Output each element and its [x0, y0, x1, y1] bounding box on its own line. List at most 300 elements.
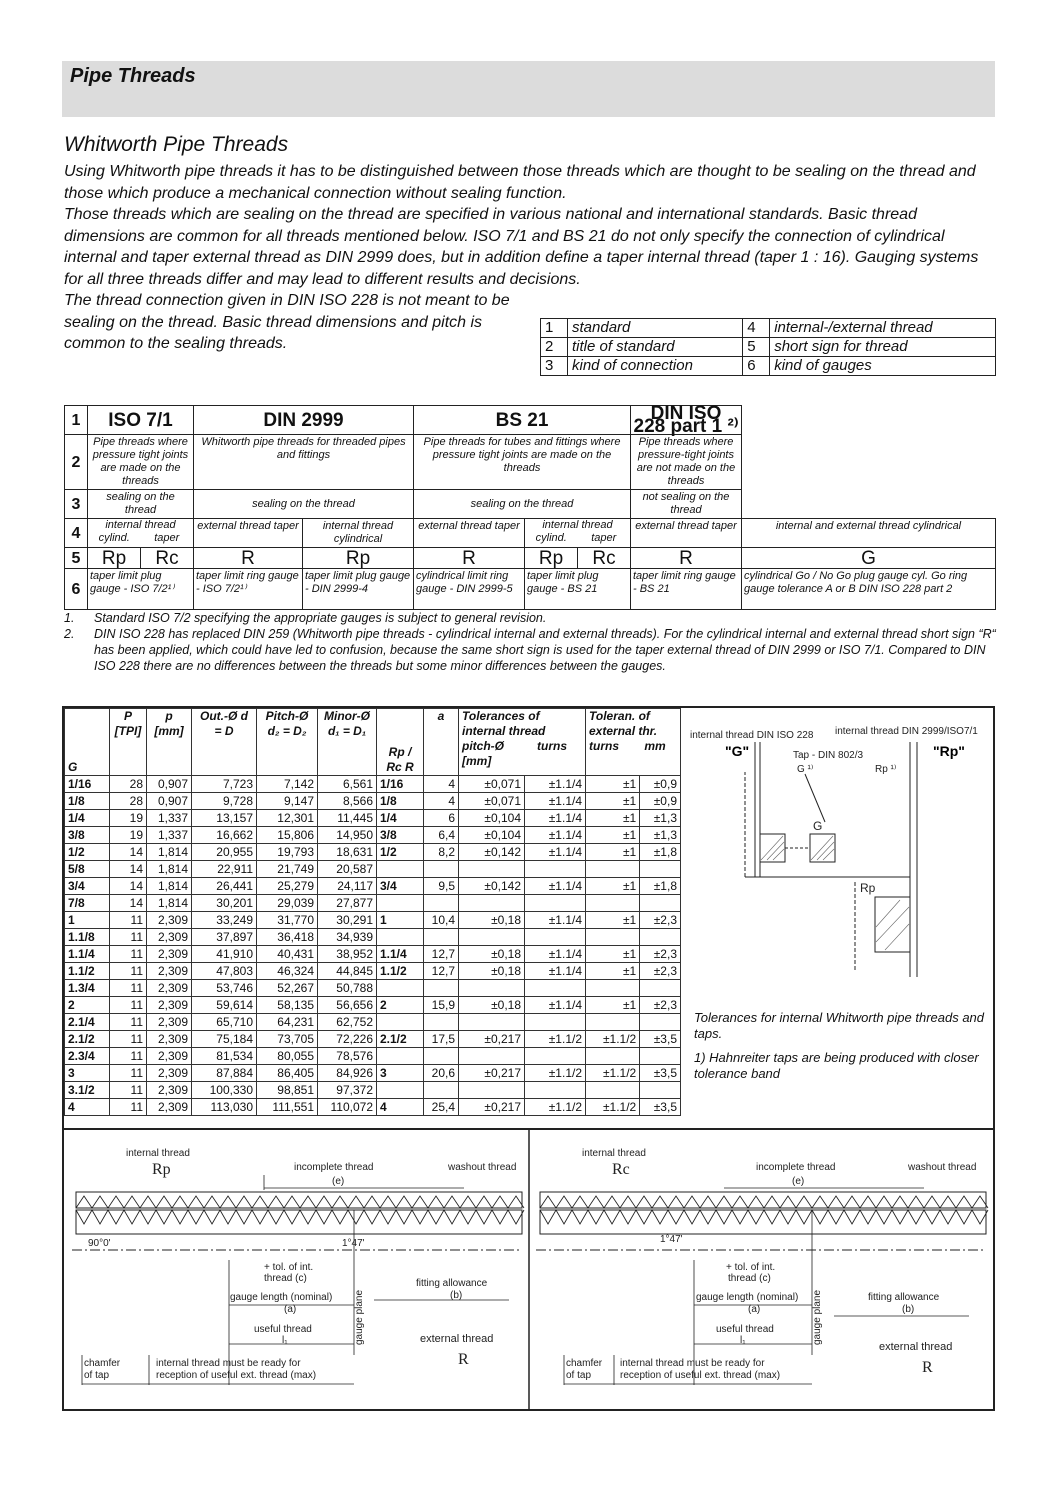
table-cell: [424, 861, 459, 878]
table-cell: 19,793: [257, 844, 318, 861]
thread-diagram-rp: [72, 1148, 524, 1385]
table-cell: ±2,3: [640, 946, 681, 963]
diagram-label-right: internal thread DIN 2999/ISO7/1: [835, 726, 978, 737]
table-cell: 2,309: [147, 1082, 192, 1099]
table-cell: [377, 1014, 424, 1031]
table-cell: 1/2: [377, 844, 424, 861]
table-cell: [377, 861, 424, 878]
gauge-din2999-plug: taper limit plug gauge - DIN 2999-4: [303, 569, 414, 610]
table-cell: [459, 1014, 525, 1031]
label-chamfer: chamfer: [566, 1358, 603, 1369]
page-title: Pipe Threads: [70, 65, 196, 87]
table-cell: 33,249: [192, 912, 257, 929]
standards-table: [64, 405, 996, 610]
table-cell: 8,2: [424, 844, 459, 861]
gauge-bs21-ring: taper limit ring gauge - BS 21: [631, 569, 742, 610]
table-cell: ±1,3: [640, 827, 681, 844]
table-cell: 2: [377, 997, 424, 1014]
table-row: [65, 997, 681, 1014]
table-cell: 30,291: [318, 912, 377, 929]
legend-text: kind of gauges: [770, 357, 996, 376]
table-cell: [459, 895, 525, 912]
table-cell: 31,770: [257, 912, 318, 929]
standard-din-iso-228: DIN ISO 228 part 1 ²⁾: [631, 406, 742, 435]
footnote-number: 2.: [64, 627, 75, 641]
label-a: (a): [284, 1304, 297, 1315]
table-cell: 20,955: [192, 844, 257, 861]
table-cell: 12,7: [424, 946, 459, 963]
table-cell: ±1.1/2: [586, 1065, 640, 1082]
table-cell: ±1: [586, 963, 640, 980]
thread-diagrams-svg: [64, 1130, 993, 1411]
legend-text: internal-/external thread: [770, 319, 996, 338]
label-tol: + tol. of int.: [726, 1262, 776, 1273]
table-cell: 84,926: [318, 1065, 377, 1082]
table-row: [65, 861, 681, 878]
thread-kind-bs21-int: [525, 519, 631, 548]
table-cell: 1.3/4: [65, 980, 110, 997]
table-cell: ±1.1/4: [525, 776, 586, 793]
table-cell: 1/2: [65, 844, 110, 861]
table-cell: [525, 1082, 586, 1099]
table-cell: 2,309: [147, 1048, 192, 1065]
dimensions-body: [65, 776, 681, 1116]
table-cell: 2: [65, 997, 110, 1014]
col-minor-diameter: Minor-Ø d₁ = D₁: [318, 709, 377, 776]
table-cell: 2,309: [147, 1014, 192, 1031]
standards-row-6: [65, 569, 996, 610]
table-cell: 1,337: [147, 810, 192, 827]
table-cell: 30,201: [192, 895, 257, 912]
table-cell: ±1.1/2: [586, 1099, 640, 1116]
label-external-thread: external thread: [879, 1341, 953, 1353]
tol-turns-label: turns: [537, 739, 567, 753]
thread-profile: [540, 1210, 988, 1224]
table-cell: ±1,3: [640, 810, 681, 827]
row-number: 5: [65, 548, 88, 569]
table-cell: 41,910: [192, 946, 257, 963]
label-useful: useful thread: [716, 1324, 774, 1335]
table-cell: ±1: [586, 776, 640, 793]
table-cell: 9,5: [424, 878, 459, 895]
table-cell: ±1,8: [640, 844, 681, 861]
label-r: R: [458, 1351, 469, 1368]
legend-num: 4: [743, 319, 770, 338]
table-cell: 12,7: [424, 963, 459, 980]
intro-paragraph-2: Those threads which are sealing on the thread are specified in various national and international standards. Basic thread dimensions are common for all threads mentioned below. ISO 7/1 and BS 21 do not only specify the connection of cylindrical internal and taper external thread as DIN 2999 does, but in addition define a taper internal thread (taper 1 : 16). Gauging systems for all three threads differ and may lead to different results and decisions.: [64, 206, 979, 288]
table-cell: 11: [110, 929, 147, 946]
title-iso71: Pipe threads where pressure tight joints are made on the threads: [88, 435, 194, 490]
table-cell: ±1: [586, 810, 640, 827]
label-angle-147: 1°47': [342, 1238, 365, 1249]
table-cell: 9,147: [257, 793, 318, 810]
table-cell: 4: [65, 1099, 110, 1116]
table-cell: [459, 980, 525, 997]
label-ready-2: reception of useful ext. thread (max): [156, 1370, 317, 1381]
table-cell: 6,561: [318, 776, 377, 793]
table-cell: 75,184: [192, 1031, 257, 1048]
table-cell: 86,405: [257, 1065, 318, 1082]
table-cell: [525, 980, 586, 997]
table-cell: 36,418: [257, 929, 318, 946]
row-number: 1: [65, 406, 88, 435]
table-cell: [525, 1048, 586, 1065]
table-cell: ±1.1/4: [525, 912, 586, 929]
table-cell: ±0,142: [459, 878, 525, 895]
taper-label: taper: [591, 532, 617, 544]
table-cell: 1,814: [147, 895, 192, 912]
label-fitting: fitting allowance: [416, 1278, 488, 1289]
table-cell: 1/8: [377, 793, 424, 810]
table-cell: 2,309: [147, 1099, 192, 1116]
table-cell: [424, 1082, 459, 1099]
table-row: [65, 1031, 681, 1048]
table-cell: 59,614: [192, 997, 257, 1014]
footnote-number: 1.: [64, 611, 75, 625]
sign-bs21-rc: Rc: [578, 548, 631, 569]
table-cell: 2,309: [147, 963, 192, 980]
table-cell: ±1.1/4: [525, 997, 586, 1014]
table-cell: 14: [110, 844, 147, 861]
table-cell: ±1.1/2: [586, 1031, 640, 1048]
table-cell: 1: [377, 912, 424, 929]
table-cell: 2,309: [147, 1065, 192, 1082]
table-cell: 113,030: [192, 1099, 257, 1116]
table-cell: 25,4: [424, 1099, 459, 1116]
intro-text: [64, 161, 999, 290]
table-cell: 3: [65, 1065, 110, 1082]
table-cell: ±1: [586, 946, 640, 963]
table-cell: ±2,3: [640, 997, 681, 1014]
table-cell: 3/4: [65, 878, 110, 895]
table-row: [65, 776, 681, 793]
legend-table: [540, 318, 996, 376]
thread-diagram-rc: [536, 1148, 988, 1385]
standard-bs21: BS 21: [414, 406, 631, 435]
table-cell: 2,309: [147, 912, 192, 929]
table-cell: [586, 1048, 640, 1065]
table-cell: 37,897: [192, 929, 257, 946]
intro-paragraph-3: The thread connection given in DIN ISO 228 is not meant to be sealing on the thread. Basic thread dimensions and pitch is common to the sealing threads.: [64, 292, 510, 352]
caption-text: Tolerances for internal Whitworth pipe threads and taps.: [694, 1010, 985, 1041]
legend-text: title of standard: [568, 338, 743, 357]
table-cell: ±1: [586, 997, 640, 1014]
legend-num: 1: [541, 319, 568, 338]
table-cell: 5/8: [65, 861, 110, 878]
tolerance-diagram: [685, 712, 993, 1002]
diagram-g-quote: "G": [725, 743, 750, 759]
sign-bs21-r: R: [631, 548, 742, 569]
table-cell: [377, 929, 424, 946]
table-cell: 11,445: [318, 810, 377, 827]
table-cell: 22,911: [192, 861, 257, 878]
table-cell: 13,157: [192, 810, 257, 827]
table-cell: 7,142: [257, 776, 318, 793]
diagram-rp1-label: Rp ¹⁾: [875, 764, 897, 775]
table-cell: 2,309: [147, 997, 192, 1014]
gauge-din-iso-228: cylindrical Go / No Go plug gauge cyl. Go ring gauge tolerance A or B DIN ISO 228 part 2: [742, 569, 996, 610]
table-cell: 16,662: [192, 827, 257, 844]
table-cell: 62,752: [318, 1014, 377, 1031]
label-incomplete: incomplete thread: [756, 1162, 836, 1173]
table-cell: 20,587: [318, 861, 377, 878]
table-cell: ±1.1/2: [525, 1031, 586, 1048]
table-cell: 14: [110, 861, 147, 878]
label-of-tap: of tap: [84, 1370, 110, 1381]
standard-din2999: DIN 2999: [194, 406, 414, 435]
tol-internal-title: Tolerances of internal thread: [462, 709, 546, 738]
col-g: G: [65, 709, 110, 776]
label-b: (b): [902, 1304, 915, 1315]
gauge-iso71-plug: taper limit plug gauge - ISO 7/2¹⁾: [88, 569, 194, 610]
label-a: (a): [748, 1304, 761, 1315]
table-cell: ±1.1/4: [525, 844, 586, 861]
sign-din2999-r: R: [414, 548, 525, 569]
table-cell: [640, 929, 681, 946]
table-cell: 87,884: [192, 1065, 257, 1082]
table-cell: ±1: [586, 793, 640, 810]
label-gauge-plane: gauge plane: [812, 1289, 823, 1345]
table-cell: ±3,5: [640, 1065, 681, 1082]
table-cell: [586, 1014, 640, 1031]
thread-kind-iso71-ext: external thread taper: [194, 519, 303, 548]
table-cell: [377, 895, 424, 912]
table-cell: [424, 1048, 459, 1065]
label-angle-147: 1°47': [660, 1234, 683, 1245]
footnote: [64, 626, 999, 674]
table-cell: 2,309: [147, 1031, 192, 1048]
legend-row: [541, 319, 996, 338]
standard-iso71: ISO 7/1: [88, 406, 194, 435]
label-e: (e): [332, 1176, 345, 1187]
table-cell: 1,337: [147, 827, 192, 844]
dimensions-table: [64, 708, 681, 1116]
table-row: [65, 810, 681, 827]
table-cell: ±0,217: [459, 1099, 525, 1116]
table-cell: 11: [110, 997, 147, 1014]
table-cell: [424, 929, 459, 946]
table-cell: [586, 1082, 640, 1099]
table-cell: 110,072: [318, 1099, 377, 1116]
col-p-mm: p [mm]: [147, 709, 192, 776]
footnote-text: DIN ISO 228 has replaced DIN 259 (Whitworth pipe threads - cylindrical internal and external threads). For the cylindrical internal and external thread short sign “R“ has been applied, which could have led to confusion, because the same short sign is used for the taper external thread of DIN 2999 or ISO 7/1. Compared to DIN ISO 228 there are no differences between the threads but some minor differences between the gauges.: [94, 627, 996, 673]
diagram-lines: [745, 742, 917, 977]
table-cell: 3/8: [65, 827, 110, 844]
sign-iso71-r: R: [194, 548, 303, 569]
table-cell: 1.1/4: [377, 946, 424, 963]
table-cell: ±0,9: [640, 776, 681, 793]
label-ready-1: internal thread must be ready for: [156, 1358, 301, 1369]
legend-text: standard: [568, 319, 743, 338]
table-cell: 44,845: [318, 963, 377, 980]
col-p-tpi: P [TPI]: [110, 709, 147, 776]
table-cell: ±0,071: [459, 793, 525, 810]
table-cell: 2,309: [147, 929, 192, 946]
gauge-iso71-ring: taper limit ring gauge - ISO 7/2¹⁾: [194, 569, 303, 610]
label-ready-2: reception of useful ext. thread (max): [620, 1370, 781, 1381]
diagram-g-label: G: [813, 819, 823, 833]
table-cell: ±0,104: [459, 827, 525, 844]
table-cell: 1.1/4: [65, 946, 110, 963]
table-cell: 1,814: [147, 861, 192, 878]
cylind-label: cylind.: [535, 532, 567, 544]
table-cell: 11: [110, 1065, 147, 1082]
taper-label: taper: [154, 532, 180, 544]
table-cell: 28: [110, 776, 147, 793]
thread-kind-din2999-ext: external thread taper: [414, 519, 525, 548]
diagram-label-left: internal thread DIN ISO 228: [690, 730, 814, 741]
label-r: R: [922, 1359, 933, 1376]
title-din2999: Whitworth pipe threads for threaded pipes and fittings: [194, 435, 414, 490]
thread-kind-din2999-int: internal thread cylindrical: [303, 519, 414, 548]
legend-text: short sign for thread: [770, 338, 996, 357]
table-cell: 11: [110, 980, 147, 997]
row-number: 3: [65, 490, 88, 519]
legend-num: 2: [541, 338, 568, 357]
standards-row-2: [65, 435, 996, 490]
table-cell: 2,309: [147, 980, 192, 997]
table-cell: [640, 1014, 681, 1031]
table-cell: 6: [424, 810, 459, 827]
sign-bs21-rp: Rp: [525, 548, 578, 569]
table-cell: 15,806: [257, 827, 318, 844]
diagram-rp-label: Rp: [860, 881, 876, 895]
table-cell: [377, 1082, 424, 1099]
table-cell: ±1: [586, 878, 640, 895]
table-cell: 27,877: [318, 895, 377, 912]
table-cell: 80,055: [257, 1048, 318, 1065]
standards-row-1: [65, 406, 996, 435]
table-cell: ±0,18: [459, 912, 525, 929]
table-row: [65, 1014, 681, 1031]
footnotes: [64, 610, 999, 674]
table-cell: 2.1/4: [65, 1014, 110, 1031]
table-cell: 11: [110, 1082, 147, 1099]
label-useful: useful thread: [254, 1324, 312, 1335]
page-header: [62, 61, 995, 117]
table-cell: [459, 929, 525, 946]
table-cell: ±2,3: [640, 912, 681, 929]
table-cell: [640, 1082, 681, 1099]
table-row: [65, 878, 681, 895]
diagram-g1-label: G ¹⁾: [797, 764, 814, 775]
tol-mm-label: mm: [644, 739, 666, 753]
table-cell: ±1.1/4: [525, 963, 586, 980]
standards-row-3: [65, 490, 996, 519]
table-cell: 8,566: [318, 793, 377, 810]
label-tol: + tol. of int.: [264, 1262, 314, 1273]
table-cell: 73,705: [257, 1031, 318, 1048]
table-cell: 1/16: [377, 776, 424, 793]
table-cell: 20,6: [424, 1065, 459, 1082]
table-cell: 10,4: [424, 912, 459, 929]
table-row: [65, 946, 681, 963]
table-cell: [586, 895, 640, 912]
table-cell: [459, 1082, 525, 1099]
label-fitting: fitting allowance: [868, 1292, 940, 1303]
table-cell: [525, 1014, 586, 1031]
table-cell: [586, 861, 640, 878]
table-row: [65, 895, 681, 912]
table-cell: 15,9: [424, 997, 459, 1014]
table-cell: ±3,5: [640, 1031, 681, 1048]
table-cell: [640, 980, 681, 997]
table-row: [65, 912, 681, 929]
thread-kind-din-iso-228: internal and external thread cylindrical: [742, 519, 996, 548]
table-row: [65, 793, 681, 810]
legend-num: 6: [743, 357, 770, 376]
table-cell: 0,907: [147, 776, 192, 793]
table-cell: 0,907: [147, 793, 192, 810]
table-cell: ±0,18: [459, 963, 525, 980]
connection-din2999: sealing on the thread: [194, 490, 414, 519]
table-row: [65, 1065, 681, 1082]
standards-row-5: [65, 548, 996, 569]
table-cell: 17,5: [424, 1031, 459, 1048]
table-cell: 11: [110, 1048, 147, 1065]
label-e: (e): [792, 1176, 805, 1187]
label-b: (b): [450, 1290, 463, 1301]
table-cell: 11: [110, 946, 147, 963]
table-cell: 7/8: [65, 895, 110, 912]
label-washout: washout thread: [448, 1162, 517, 1173]
table-row: [65, 844, 681, 861]
table-cell: ±0,071: [459, 776, 525, 793]
table-cell: [640, 895, 681, 912]
label-washout: washout thread: [908, 1162, 977, 1173]
row-number: 2: [65, 435, 88, 490]
table-cell: 1.1/8: [65, 929, 110, 946]
table-cell: 64,231: [257, 1014, 318, 1031]
label-l1: l₁: [282, 1335, 288, 1346]
internal-thread-label: internal thread: [105, 519, 176, 531]
label-external-thread: external thread: [420, 1333, 494, 1345]
table-cell: 53,746: [192, 980, 257, 997]
legend-row: [541, 357, 996, 376]
footnote: [64, 610, 999, 626]
table-cell: ±0,217: [459, 1031, 525, 1048]
thread-diagrams: [64, 1128, 993, 1411]
table-cell: 14: [110, 895, 147, 912]
table-cell: 40,431: [257, 946, 318, 963]
label-internal-thread: internal thread: [582, 1148, 646, 1159]
label-thread-c: thread (c): [264, 1273, 307, 1284]
table-cell: 1/8: [65, 793, 110, 810]
table-cell: 25,279: [257, 878, 318, 895]
legend-text: kind of connection: [568, 357, 743, 376]
row-number: 4: [65, 519, 88, 548]
table-cell: 52,267: [257, 980, 318, 997]
table-cell: 72,226: [318, 1031, 377, 1048]
table-row: [65, 1082, 681, 1099]
table-cell: ±1: [586, 844, 640, 861]
table-cell: ±2,3: [640, 963, 681, 980]
table-row: [65, 963, 681, 980]
table-cell: ±0,104: [459, 810, 525, 827]
table-cell: 2.1/2: [377, 1031, 424, 1048]
col-a: a: [424, 709, 459, 776]
connection-din-iso-228: not sealing on the thread: [631, 490, 742, 519]
table-cell: 26,441: [192, 878, 257, 895]
table-cell: ±0,18: [459, 997, 525, 1014]
table-cell: 1,814: [147, 844, 192, 861]
label-ready-1: internal thread must be ready for: [620, 1358, 765, 1369]
sign-iso71-rc: Rc: [141, 548, 194, 569]
table-cell: ±1: [586, 912, 640, 929]
internal-thread-label: internal thread: [542, 519, 613, 531]
table-cell: 18,631: [318, 844, 377, 861]
table-cell: [424, 1014, 459, 1031]
